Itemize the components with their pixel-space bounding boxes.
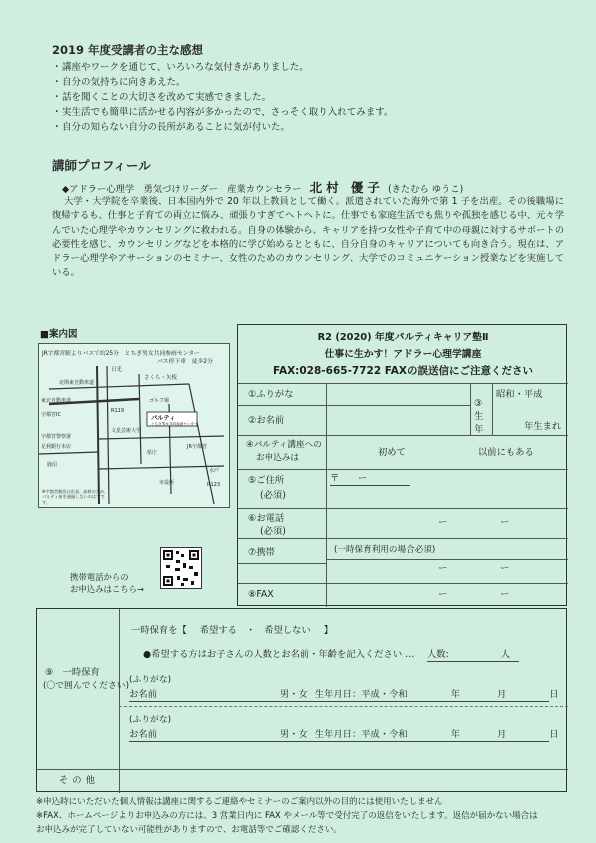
child2-birth-label: 生年月日：平成・令和	[314, 729, 408, 740]
furigana-input[interactable]	[330, 385, 466, 403]
map-utsunomiya-ic: 宇都宮IC	[41, 412, 61, 418]
childcare-instruction: ●希望する方はお子さんの人数とお名前・年齢を記入ください …	[143, 649, 415, 660]
map-kitakanto: 北関東自動車道	[59, 380, 95, 386]
child2-year: 年	[450, 729, 461, 740]
childcare-required-note: (一時保育利用の場合必須)	[334, 545, 436, 555]
fax-dash-2: ー	[500, 589, 510, 600]
impressions-list	[52, 62, 394, 137]
mobile-dash-1: ー	[438, 563, 448, 574]
impression-item: ・ 講座やワークを通じて、いろいろな気付きがありました。	[52, 62, 394, 77]
birth-era-options[interactable]: 昭和・平成	[496, 389, 543, 400]
mobile-label: ⑦携帯	[248, 547, 275, 558]
map-shiyakusho: 市役所	[159, 480, 175, 486]
map-r119: R119	[111, 408, 125, 414]
impression-item: ・ 自分の知らない自分の長所があることに気が付いた。	[52, 122, 394, 137]
map-tohoku: 東北自動車道	[41, 398, 72, 404]
phone-required: (必須)	[260, 526, 286, 537]
map-access-line1: JR宇都宮駅よりバスで約25分 とちぎ男女共同参画センター	[42, 351, 200, 357]
child2-month: 月	[496, 729, 507, 740]
footnote-confirmation-2: お申込みが完了していない可能性がありますので、お電話等でご確認ください。	[36, 825, 342, 835]
child1-name-label: お名前	[129, 689, 157, 700]
address-required: (必須)	[260, 490, 286, 501]
map-kanuma: 鹿沼	[47, 462, 58, 468]
child1-furigana-label: (ふりがな)	[129, 675, 172, 685]
map-jr: JR宇都宮	[187, 444, 207, 450]
qr-note-line2: お申込みはこちら→	[70, 584, 145, 594]
access-map	[38, 343, 230, 508]
map-golf: ゴルフ場	[149, 398, 170, 404]
form-title: R2 (2020) 年度パルティキャリア塾Ⅱ	[317, 332, 489, 343]
profile-heading: 講師プロフィール	[52, 158, 151, 173]
child-count	[427, 649, 519, 662]
childcare-choice	[131, 625, 333, 637]
history-label-1: ④パルティ講座への	[246, 440, 322, 450]
child1-day: 日	[549, 689, 559, 700]
postal-code-text: 〒 ー	[330, 473, 410, 486]
birth-year-label: ③生年	[474, 398, 484, 435]
impression-item: ・ 話を聞くことの大切さを改めて実感できました。	[52, 92, 394, 107]
birth-year-suffix: 年生まれ	[524, 421, 562, 432]
phone-dash-2: ー	[500, 517, 510, 528]
impressions-section	[52, 43, 394, 137]
qr-note-line1: 携帯電話からの	[70, 572, 129, 582]
map-sakura: さくら・矢板	[144, 375, 178, 381]
child2-sex-option[interactable]: 男・女	[279, 729, 308, 740]
address-label: ⑤ご住所	[248, 475, 285, 486]
form-fax-number: FAX:028-665-7722 FAXの誤送信にご注意ください	[272, 365, 533, 377]
name-input[interactable]	[330, 407, 466, 433]
child2-name-row[interactable]	[129, 729, 559, 742]
fax-label: ⑧FAX	[248, 589, 274, 600]
phone-label: ⑥お電話	[248, 513, 285, 524]
child1-name-row[interactable]	[129, 689, 559, 702]
childcare-choice-pre: 一時保育を【	[131, 625, 187, 636]
map-note: ※宇都宮駅西口出発、高荷のため、パルティ前を通過しないのはずです。	[42, 489, 109, 505]
qr-code[interactable]	[160, 547, 202, 589]
childcare-choice-post: 】	[323, 625, 333, 636]
postal-code-input[interactable]	[330, 473, 410, 486]
phone-dash-1: ー	[438, 517, 448, 528]
child-count-unit: 人	[500, 649, 511, 660]
child2-name-label: お名前	[129, 729, 157, 740]
other-label: その他	[59, 775, 99, 786]
child1-birth-label: 生年月日：平成・令和	[314, 689, 408, 700]
child-count-label: 人数:	[427, 649, 449, 660]
history-label-2: お申込みは	[256, 453, 299, 463]
childcare-want-option[interactable]: 希望する	[199, 625, 237, 636]
footnote-privacy: ※申込時にいただいた個人情報は講座に関するご連絡やセミナーのご案内以外の目的には使用いたしません	[36, 797, 443, 807]
mobile-input[interactable]	[330, 561, 566, 581]
map-bunka: 文星芸術大学	[111, 428, 142, 434]
map-r123: R123	[207, 482, 221, 488]
childcare-table	[36, 608, 567, 792]
profile-bio: 大学・大学院を卒業後、日本国内外で 20 年以上教員として働く。派遣されていた海外で第 1 子を出産。その後職場に復帰するも、仕事と子育ての両立に悩み、頑張りすぎてヘトヘトに。仕事でも家庭生活でも焦りや孤独を感じる中、元々学んでいた心理学やカウンセリングに救われる。自身の体験から、キャリアを持つ女性や子育て中の母親に対するサポートの必要性を感じ、カウンセリングなどを本格的に学び始めるとともに、自分自身のキャリアについても向き合う。現在は、アドラー心理学やアサーションのセミナー、女性のためのカウンセリング、大学でのコミュニケーション授業などを実施している。	[52, 196, 564, 279]
map-drawing	[39, 344, 231, 509]
other-input[interactable]	[123, 772, 563, 790]
instructor-reading: (きたむら ゆうこ)	[387, 184, 464, 195]
application-form	[237, 324, 567, 606]
map-ashikaga: 足利銀行本店	[41, 444, 72, 450]
footnote-confirmation: ※FAX、ホームページよりお申込みの方には、3 営業日内に FAX やメール等で受付完了の返信をいたします。返信が届かない場合は	[36, 811, 538, 821]
history-option-before[interactable]: 以前にもある	[478, 447, 534, 458]
phone-input[interactable]	[330, 511, 566, 536]
fax-input[interactable]	[330, 585, 566, 605]
history-option-first[interactable]: 初めて	[378, 447, 406, 458]
profile-titles	[62, 180, 463, 196]
profile-title-text: ◆アドラー心理学 勇気づけリーダー 産業カウンセラー	[62, 184, 302, 195]
furigana-label: ①ふりがな	[248, 389, 294, 400]
instructor-name: 北村 優子	[309, 180, 384, 195]
map-heading: ■案内図	[40, 329, 78, 340]
childcare-circle-note: (〇で囲んでください)	[43, 681, 130, 691]
mobile-dash-2: ー	[500, 563, 510, 574]
childcare-separator: ・	[245, 625, 256, 636]
qr-note	[70, 571, 144, 595]
map-parutei: パルティ	[151, 415, 176, 422]
childcare-label: ⑨ 一時保育	[45, 667, 100, 678]
form-subtitle: 仕事に生かす！アドラー心理学講座	[324, 349, 482, 360]
qr-code-icon	[161, 548, 201, 588]
child1-year: 年	[450, 689, 461, 700]
impression-item: ・ 自分の気持ちに向きあえた。	[52, 77, 394, 92]
impressions-heading: 2019 年度受講者の主な感想	[52, 43, 204, 57]
child1-month: 月	[496, 689, 507, 700]
child1-sex-option[interactable]: 男・女	[279, 689, 308, 700]
child2-furigana-label: (ふりがな)	[129, 715, 172, 725]
map-mito: 水戸	[209, 468, 220, 474]
map-kencho: 県庁	[147, 450, 158, 456]
map-nikko: 日光	[111, 367, 123, 373]
name-label: ②お名前	[248, 415, 285, 426]
impression-item: ・ 実生活でも簡単に活かせる内容が多かったので、さっそく取り入れてみます。	[52, 107, 394, 122]
map-parutei-sub: とちぎ男女共同参画センター	[151, 422, 198, 426]
childcare-not-want-option[interactable]: 希望しない	[264, 625, 311, 636]
fax-dash-1: ー	[438, 589, 448, 600]
child2-day: 日	[549, 729, 559, 740]
child-count-field[interactable]	[427, 649, 519, 662]
map-access-line2: バス停下車 徒歩2分	[157, 359, 213, 365]
map-keisatsu: 宇都宮警察署	[41, 434, 72, 440]
